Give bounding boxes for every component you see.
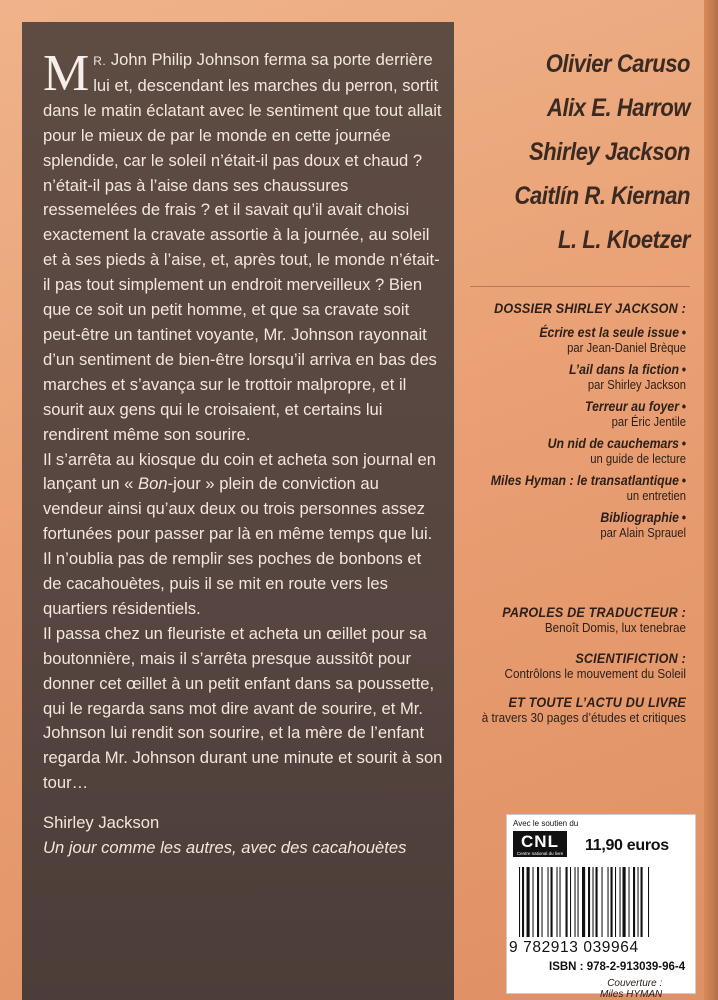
paragraph-2-end: -jour » plein de conviction au vendeur ainsi qu’aux deux ou trois personnes assez fortunées pour passer par là en même temps que lui. Il n’oublia pas de remplir ses poches de bonbons et de cacahouètes, puis il se mit en route vers les quartiers résidentiels. xyxy=(43,474,433,618)
scientifiction-text: Contrôlons le mouvement du Soleil xyxy=(504,666,686,681)
excerpt-author: Shirley Jackson xyxy=(43,813,160,832)
barcode-bar xyxy=(537,867,539,937)
cnl-text: CNL xyxy=(521,832,559,851)
dossier-item-by: par Alain Sprauel xyxy=(600,526,686,540)
divider xyxy=(470,286,690,287)
dossier-item xyxy=(456,324,686,356)
ean-number: 9 782913 039964 xyxy=(509,939,639,956)
drop-cap: M xyxy=(43,45,90,102)
barcode-bar xyxy=(629,867,630,937)
barcode-bar xyxy=(519,867,520,937)
dossier-item-by: par Shirley Jackson xyxy=(587,378,686,392)
dossier-item-by: un entretien xyxy=(626,489,686,503)
bullet: • xyxy=(681,398,686,414)
dossier-item-title: Bibliographie xyxy=(600,509,680,525)
barcode-bar xyxy=(551,867,553,937)
paroles-section xyxy=(456,604,686,636)
bullet: • xyxy=(681,472,686,488)
barcode-bar xyxy=(527,867,530,937)
excerpt-paragraph-2 xyxy=(43,448,443,622)
dossier-item xyxy=(456,509,686,541)
cover-edge xyxy=(704,0,718,1000)
paroles-title: PAROLES DE TRADUCTEUR : xyxy=(502,604,686,620)
bullet: • xyxy=(681,435,686,451)
isbn: ISBN : 978-2-913039-96-4 xyxy=(549,961,686,973)
barcode-bar xyxy=(575,867,576,937)
scientifiction-title: SCIENTIFICTION : xyxy=(575,650,686,666)
support-label: Avec le soutien du xyxy=(513,819,579,828)
barcode-bar xyxy=(570,867,571,937)
drop-cap-rest: R. xyxy=(93,54,107,68)
dossier-item xyxy=(456,472,686,504)
barcode-bar xyxy=(566,867,568,937)
barcode-bar xyxy=(578,867,579,937)
cover-credit xyxy=(600,978,662,1000)
barcode-bar xyxy=(602,867,603,937)
scientifiction-section xyxy=(456,650,686,682)
bullet: • xyxy=(681,509,686,525)
barcode-bar xyxy=(582,867,585,937)
credit-name: Miles HYMAN xyxy=(600,989,663,1000)
barcode-bar xyxy=(522,867,524,937)
excerpt-text xyxy=(43,45,443,796)
author-list xyxy=(470,42,690,262)
actu-title: ET TOUTE L’ACTU DU LIVRE xyxy=(508,694,686,710)
actu-text: à travers 30 pages d’études et critiques xyxy=(481,710,686,725)
barcode-bar xyxy=(560,867,561,937)
author-name: Olivier Caruso xyxy=(545,50,690,78)
dossier-item-title: L’ail dans la fiction xyxy=(569,361,680,377)
bullet: • xyxy=(681,324,686,340)
price: 11,90 euros xyxy=(585,837,669,854)
actu-section xyxy=(456,694,686,726)
author-name: Alix E. Harrow xyxy=(547,94,690,122)
dossier-item-title: Écrire est la seule issue xyxy=(539,324,680,340)
barcode-bar xyxy=(641,867,643,937)
cnl-logo xyxy=(513,831,567,857)
barcode-bar xyxy=(623,867,626,937)
author-name: Shirley Jackson xyxy=(529,138,690,166)
excerpt-paragraph-1 xyxy=(43,45,443,448)
dossier-item-by: par Jean-Daniel Brèque xyxy=(567,341,686,355)
paragraph-2-start: Il s’arrêta au kiosque du coin et acheta son journal en lançant un « xyxy=(43,449,436,494)
author-name: L. L. Kloetzer xyxy=(558,226,690,254)
dossier-item xyxy=(456,435,686,467)
dossier-item-by: un guide de lecture xyxy=(590,452,686,466)
cnl-subtext: Centre national du livre xyxy=(516,851,564,856)
barcode-bar xyxy=(593,867,594,937)
barcode-bar xyxy=(638,867,639,937)
excerpt-work: Un jour comme les autres, avec des cacahouètes xyxy=(43,838,407,857)
dossier-item-title: Miles Hyman : le transatlantique xyxy=(490,472,680,488)
credit-label: Couverture : xyxy=(607,978,663,989)
dossier-item-title: Un nid de cauchemars xyxy=(547,435,680,451)
barcode-bar xyxy=(548,867,549,937)
dossier-section xyxy=(456,300,686,546)
barcode-bar xyxy=(542,867,543,937)
barcode-bar xyxy=(611,867,613,937)
price-box xyxy=(506,814,696,994)
barcode-bar xyxy=(557,867,558,937)
barcode-bar xyxy=(620,867,621,937)
barcode-bar xyxy=(533,867,534,937)
dossier-item xyxy=(456,398,686,430)
dossier-title: DOSSIER SHIRLEY JACKSON : xyxy=(494,300,686,316)
bullet: • xyxy=(681,361,686,377)
author-name: Caitlín R. Kiernan xyxy=(514,182,690,210)
dossier-item-title: Terreur au foyer xyxy=(585,398,680,414)
excerpt-paragraph-3: Il passa chez un fleuriste et acheta un œillet pour sa boutonnière, mais il s’arrêta presque aussitôt pour donner cet œillet à un petit enfant dans sa poussette, qui le regarda sans mot dire avant de sourire, et Mr. Johnson lui rendit son sourire, et la mère de l’enfant regarda Mr. Johnson durant une minute et sourit à son tour… xyxy=(43,623,443,793)
barcode-icon xyxy=(519,867,683,937)
barcode-bar xyxy=(608,867,609,937)
paroles-text: Benoît Domis, lux tenebrae xyxy=(544,620,686,635)
barcode-bar xyxy=(596,867,598,937)
dossier-item-by: par Éric Jentile xyxy=(611,415,686,429)
barcode-bar xyxy=(615,867,616,937)
dossier-item xyxy=(456,361,686,393)
excerpt-signature xyxy=(43,810,406,860)
barcode-bar xyxy=(648,867,649,937)
paragraph-1-text: John Philip Johnson ferma sa porte derrière lui et, descendant les marches du perron, sortit dans le matin éclatant avec le sentiment que tout allait pour le mieux de par le monde en cette journée splendide, car le soleil n’était-il pas doux et chaud ? n’était-il pas à l’aise dans ses chaussures ressemelées de frais ? et il savait qu’il avait choisi exactement la cravate assortie à la journée, au soleil et à ses pieds à l’aise, et, après tout, le monde n’était-il pas tout simplement un endroit merveilleux ? Bien que ce soit un petit homme, et que sa cravate soit peut-être un tantinet voyante, Mr. Johnson rayonnait d’un sentiment de bien-être lorsqu’il arriva en bas des marches et s’avança sur le trottoir malpropre, et il sourit aux gens qui le croisaient, et certains lui rendirent même son sourire. xyxy=(43,50,442,444)
barcode-bar xyxy=(588,867,590,937)
paragraph-2-italic: Bon xyxy=(138,474,168,494)
barcode-bar xyxy=(633,867,635,937)
